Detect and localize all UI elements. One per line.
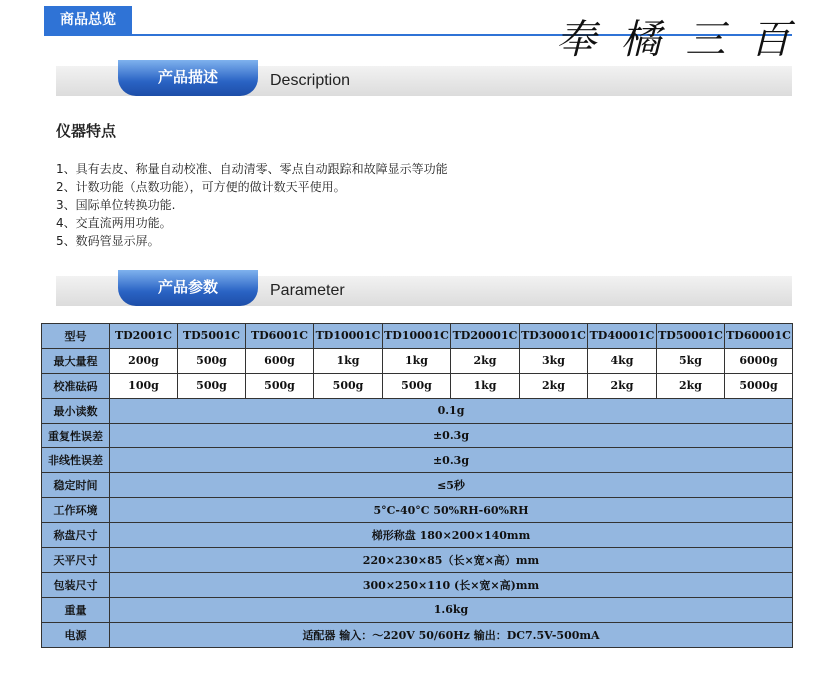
table-cell: 100g <box>110 373 178 398</box>
table-cell: 2kg <box>520 373 588 398</box>
table-row <box>42 398 793 423</box>
table-cell: ±0.3g <box>110 448 793 473</box>
table-row <box>42 473 793 498</box>
description-header <box>56 60 792 94</box>
table-cell: ≤5秒 <box>110 473 793 498</box>
table-cell: 4kg <box>588 348 657 373</box>
table-cell: 2kg <box>451 348 520 373</box>
row-label: 工作环境 <box>42 498 110 523</box>
table-cell: 1.6kg <box>110 597 793 622</box>
table-cell: 500g <box>383 373 451 398</box>
table-cell: ±0.3g <box>110 423 793 448</box>
section-title: Description <box>270 72 351 89</box>
table-cell: 2kg <box>588 373 657 398</box>
header-cell: TD6001C <box>246 324 314 349</box>
row-label: 重量 <box>42 597 110 622</box>
table-cell: 600g <box>246 348 314 373</box>
section-badge: 产品描述 <box>118 60 258 96</box>
table-row <box>42 523 793 548</box>
table-row <box>42 498 793 523</box>
list-item: 1、具有去皮、称量自动校准、自动清零、零点自动跟踪和故障显示等功能 <box>56 162 448 176</box>
table-row <box>42 423 793 448</box>
table-cell: 5kg <box>657 348 725 373</box>
table-cell: 200g <box>110 348 178 373</box>
list-item: 5、数码管显示屏。 <box>56 234 160 248</box>
features-heading: 仪器特点 <box>56 122 117 140</box>
table-cell: 3kg <box>520 348 588 373</box>
row-label: 最小读数 <box>42 398 110 423</box>
table-cell: 5000g <box>725 373 793 398</box>
table-cell: 梯形称盘 180×200×140mm <box>110 523 793 548</box>
table-row <box>42 373 793 398</box>
row-label: 校准砝码 <box>42 373 110 398</box>
header-cell: TD5001C <box>178 324 246 349</box>
table-cell: 300×250×110 (长×宽×高)mm <box>110 572 793 597</box>
table-cell: 500g <box>178 348 246 373</box>
table-row <box>42 597 793 622</box>
table-cell: 500g <box>246 373 314 398</box>
table-cell: 1kg <box>451 373 520 398</box>
row-label: 非线性误差 <box>42 448 110 473</box>
list-item: 3、国际单位转换功能. <box>56 198 176 212</box>
header-cell: TD20001C <box>451 324 520 349</box>
table-cell: 1kg <box>383 348 451 373</box>
table-cell: 6000g <box>725 348 793 373</box>
table-cell: 500g <box>314 373 383 398</box>
section-title: Parameter <box>270 282 345 299</box>
header-cell: 型号 <box>42 324 110 349</box>
header-cell: TD40001C <box>588 324 657 349</box>
table-row <box>42 548 793 573</box>
table-cell: 2kg <box>657 373 725 398</box>
overview-tab[interactable]: 商品总览 <box>44 6 132 36</box>
table-cell: 500g <box>178 373 246 398</box>
row-label: 稳定时间 <box>42 473 110 498</box>
header-cell: TD30001C <box>520 324 588 349</box>
table-cell: 1kg <box>314 348 383 373</box>
table-row <box>42 348 793 373</box>
table-cell: 5°C-40°C 50%RH-60%RH <box>110 498 793 523</box>
row-label: 天平尺寸 <box>42 548 110 573</box>
features-list <box>56 160 448 250</box>
list-item: 4、交直流两用功能。 <box>56 216 172 230</box>
parameter-header <box>56 270 792 304</box>
table-header-row <box>42 324 793 349</box>
row-label: 电源 <box>42 622 110 647</box>
header-cell: TD2001C <box>110 324 178 349</box>
table-row <box>42 448 793 473</box>
header-cell: TD60001C <box>725 324 793 349</box>
row-label: 包装尺寸 <box>42 572 110 597</box>
table-cell: 适配器 输入：～220V 50/60Hz 输出：DC7.5V-500mA <box>110 622 793 647</box>
parameter-table <box>41 323 793 648</box>
list-item: 2、计数功能（点数功能），可方便的做计数天平使用。 <box>56 180 346 194</box>
section-badge: 产品参数 <box>118 270 258 306</box>
row-label: 称盘尺寸 <box>42 523 110 548</box>
table-row <box>42 572 793 597</box>
table-cell: 220×230×85（长×宽×高）mm <box>110 548 793 573</box>
row-label: 最大量程 <box>42 348 110 373</box>
row-label: 重复性误差 <box>42 423 110 448</box>
header-cell: TD10001C <box>314 324 383 349</box>
table-cell: 0.1g <box>110 398 793 423</box>
header-cell: TD50001C <box>657 324 725 349</box>
table-row <box>42 622 793 647</box>
header-cell: TD10001C <box>383 324 451 349</box>
brand-calligraphy: 奉 橘 三 百 <box>556 17 797 63</box>
